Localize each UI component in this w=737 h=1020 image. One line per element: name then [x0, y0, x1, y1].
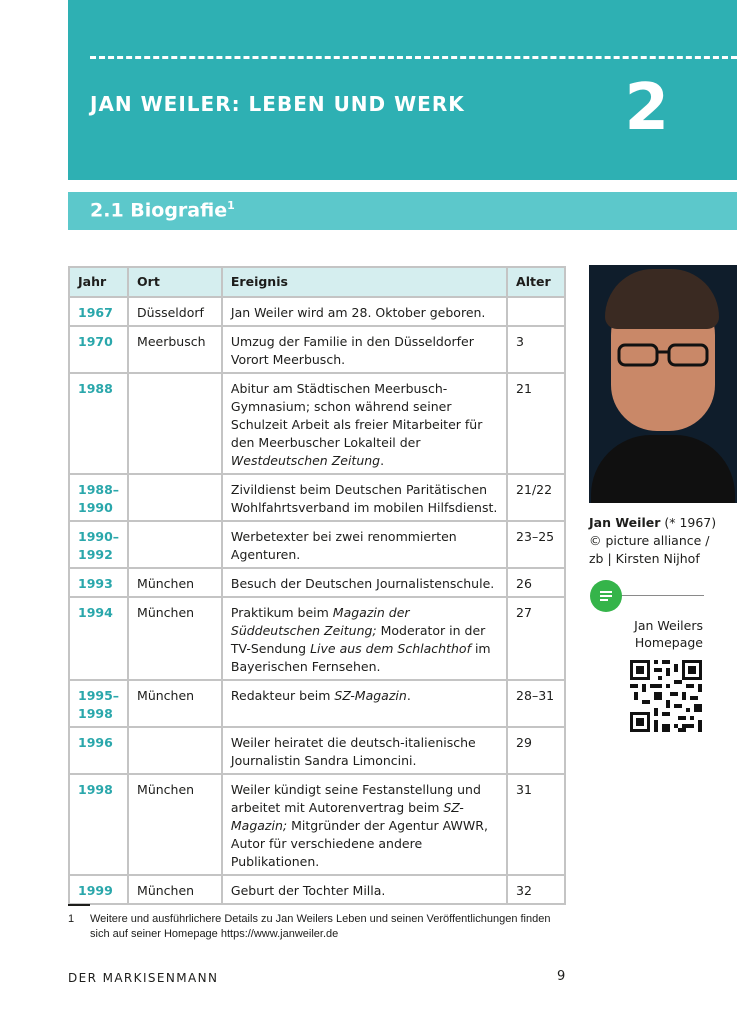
photo-hair — [605, 269, 719, 329]
table-row — [69, 597, 565, 680]
cell-jahr: 1988–1990 — [69, 474, 128, 521]
cell-ereignis — [222, 680, 507, 727]
cell-jahr: 1993 — [69, 568, 128, 597]
ereignis-title: Live aus dem Schlachthof — [310, 641, 471, 656]
list-lines-glyph — [597, 587, 615, 605]
table-row — [69, 373, 565, 474]
table-row — [69, 474, 565, 521]
cell-ort: München — [128, 597, 222, 680]
ereignis-title: SZ-Magazin — [334, 688, 407, 703]
ereignis-text: . — [406, 688, 411, 703]
link-divider — [608, 595, 704, 596]
cell-ereignis — [222, 597, 507, 680]
ereignis-text: . — [380, 453, 385, 468]
cell-jahr: 1990–1992 — [69, 521, 128, 568]
cell-jahr: 1967 — [69, 297, 128, 326]
cell-ereignis: Weiler heiratet die deutsch-italienische Journalistin Sandra Limoncini. — [222, 727, 507, 774]
caption-credit-2: zb | Kirsten Nijhof — [589, 551, 700, 566]
section-title — [90, 199, 235, 221]
link-label-line-1: Jan Weilers — [634, 618, 703, 633]
list-lines-icon[interactable] — [590, 580, 622, 612]
cell-ort: München — [128, 568, 222, 597]
glasses-icon — [611, 343, 715, 367]
footnote-rule — [68, 904, 90, 906]
homepage-link-label[interactable] — [583, 617, 703, 651]
biography-table — [68, 266, 566, 905]
cell-alter: 31 — [507, 774, 565, 875]
cell-ereignis: Umzug der Familie in den Düsseldorfer Vorort Meerbusch. — [222, 326, 507, 373]
caption-name: Jan Weiler — [589, 515, 661, 530]
cell-ereignis: Geburt der Tochter Milla. — [222, 875, 507, 904]
footnote-number: 1 — [68, 913, 75, 925]
section-bar — [68, 192, 737, 230]
table-row — [69, 680, 565, 727]
running-title: DER MARKISENMANN — [68, 971, 219, 985]
section-title-text: 2.1 Biografie — [90, 199, 228, 222]
cell-alter: 26 — [507, 568, 565, 597]
cell-ort — [128, 373, 222, 474]
cell-alter: 27 — [507, 597, 565, 680]
cell-alter: 28–31 — [507, 680, 565, 727]
cell-alter — [507, 297, 565, 326]
cell-ort: München — [128, 774, 222, 875]
dashed-divider — [90, 56, 737, 59]
chapter-banner — [68, 0, 737, 180]
cell-ort — [128, 727, 222, 774]
cell-jahr: 1996 — [69, 727, 128, 774]
table-header-row — [69, 267, 565, 297]
header-ort: Ort — [128, 267, 222, 297]
cell-alter: 29 — [507, 727, 565, 774]
cell-ereignis: Zivildienst beim Deutschen Paritätischen Wohlfahrtsverband im mobilen Hilfsdienst. — [222, 474, 507, 521]
footnote-text: Weitere und ausführlichere Details zu Jan Weilers Leben und seinen Veröffentlichungen finden sich auf seiner Homepage https://www.janweiler.de — [90, 913, 551, 940]
table-row — [69, 875, 565, 904]
cell-alter: 32 — [507, 875, 565, 904]
cell-alter: 3 — [507, 326, 565, 373]
page-number: 9 — [557, 969, 566, 984]
ereignis-text: Praktikum beim — [230, 605, 333, 620]
photo-body — [591, 435, 735, 503]
cell-jahr: 1995–1998 — [69, 680, 128, 727]
cell-ort: München — [128, 875, 222, 904]
chapter-title: JAN WEILER: LEBEN UND WERK — [90, 92, 465, 116]
cell-ort — [128, 474, 222, 521]
cell-alter: 21 — [507, 373, 565, 474]
author-photo — [589, 265, 737, 503]
ereignis-text: Weiler kündigt seine Festanstellung und arbeitet mit Autorenvertrag beim — [230, 782, 481, 815]
cell-alter: 23–25 — [507, 521, 565, 568]
table-row — [69, 326, 565, 373]
cell-ort: München — [128, 680, 222, 727]
ereignis-title: Magazin der Süddeutschen Zeitung; — [230, 605, 410, 638]
photo-caption — [589, 514, 716, 568]
table-row — [69, 521, 565, 568]
ereignis-text: Abitur am Städtischen Meerbusch-Gymnasium; schon während seiner Schulzeit Arbeit als freier Mitarbeiter für den Meerbuscher Lokalteil der — [230, 381, 483, 450]
cell-jahr: 1999 — [69, 875, 128, 904]
table-row — [69, 568, 565, 597]
cell-ereignis: Besuch der Deutschen Journalistenschule. — [222, 568, 507, 597]
header-alter: Alter — [507, 267, 565, 297]
header-jahr: Jahr — [69, 267, 128, 297]
link-label-line-2: Homepage — [634, 635, 703, 650]
cell-ereignis — [222, 774, 507, 875]
caption-credit-1: © picture alliance / — [589, 533, 710, 548]
ereignis-title: Westdeutschen Zeitung — [230, 453, 381, 468]
table-row — [69, 774, 565, 875]
caption-year: (* 1967) — [660, 515, 717, 530]
cell-ort: Meerbusch — [128, 326, 222, 373]
ereignis-text: im Bayerischen Fernsehen. — [230, 641, 491, 674]
cell-jahr: 1970 — [69, 326, 128, 373]
footnote-ref: 1 — [227, 199, 235, 212]
table-row — [69, 727, 565, 774]
ereignis-text: Redakteur beim — [230, 688, 335, 703]
cell-ereignis — [222, 373, 507, 474]
cell-jahr: 1998 — [69, 774, 128, 875]
header-ereignis: Ereignis — [222, 267, 507, 297]
chapter-number: 2 — [624, 71, 669, 145]
table-row — [69, 297, 565, 326]
cell-alter: 21/22 — [507, 474, 565, 521]
cell-ort — [128, 521, 222, 568]
cell-ort: Düsseldorf — [128, 297, 222, 326]
cell-ereignis: Werbetexter bei zwei renommierten Agenturen. — [222, 521, 507, 568]
cell-jahr: 1994 — [69, 597, 128, 680]
ereignis-text: Mitgründer der Agentur AWWR, Autor für verschiedene andere Publikationen. — [230, 818, 488, 869]
ereignis-title: SZ-Magazin; — [230, 800, 464, 833]
qr-code-icon[interactable] — [629, 659, 703, 733]
cell-ereignis: Jan Weiler wird am 28. Oktober geboren. — [222, 297, 507, 326]
footnote — [68, 912, 568, 942]
ereignis-text: Moderator in der TV-Sendung — [230, 623, 486, 656]
cell-jahr: 1988 — [69, 373, 128, 474]
